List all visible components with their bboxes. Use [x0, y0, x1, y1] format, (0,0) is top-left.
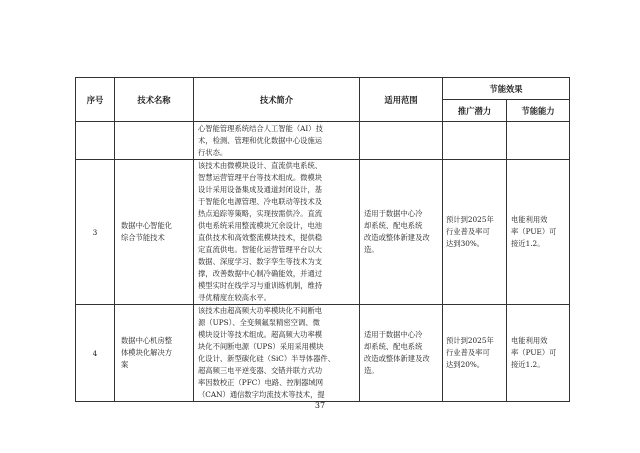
potential-line: 行业普及率可: [446, 348, 490, 357]
cont-potential-cell: [443, 122, 507, 160]
capability-line: 电能利用效: [511, 336, 548, 345]
potential-line: 预计到2025年: [446, 336, 494, 345]
scope-line: 改造或整体新建及改: [364, 233, 430, 242]
intro-line: 块化不间断电源（UPS）采用采用模块: [198, 342, 324, 351]
row-no: 4: [76, 305, 115, 402]
intro-line: 行状态。: [198, 148, 228, 157]
cont-no-cell: [76, 122, 115, 160]
row-capability: [507, 160, 570, 305]
cont-scope-cell: [360, 122, 443, 160]
intro-line: 撑，改善数据中心制冷确能效，并通过: [198, 269, 323, 278]
capability-line: 接近1.2。: [511, 239, 545, 248]
table-row-continuation: [76, 122, 570, 160]
name-line: 数据中心智能化: [121, 221, 173, 230]
potential-line: 达到20%。: [446, 360, 485, 369]
row-intro: [194, 160, 360, 305]
col-header-no: 序号: [76, 78, 115, 122]
row-tech-name: [115, 160, 194, 305]
table-row: [76, 305, 570, 402]
capability-line: 电能利用效: [511, 215, 548, 224]
scope-line: 适用于数据中心冷: [364, 330, 423, 339]
row-no: 3: [76, 160, 115, 305]
col-header-name: 技术名称: [115, 78, 194, 122]
intro-line: 数据、深度学习、数字孪生等技术为支: [198, 257, 323, 266]
name-line: 数据中心机房整: [121, 336, 173, 345]
col-header-scope: 适用范围: [360, 78, 443, 122]
col-header-intro: 技术简介: [194, 78, 360, 122]
intro-line: 寻优精度在较高水平。: [198, 293, 271, 302]
intro-line: 定直流供电。智能化运营管理平台以大: [198, 245, 323, 254]
table-header-row: [76, 78, 570, 100]
cont-capability-cell: [507, 122, 570, 160]
intro-line: 模块设计等技术组成。超高频大功率模: [198, 330, 323, 339]
potential-line: 预计到2025年: [446, 215, 494, 224]
intro-line: （CAN）通信数字均流技术等技术，提: [198, 390, 325, 399]
intro-line: 心智能管理系统结合人工智能（AI）技: [198, 124, 323, 133]
intro-line: 术，检测、管理和优化数据中心设施运: [198, 136, 323, 145]
intro-line: 供电系统采用整流模块冗余设计，电池: [198, 221, 323, 230]
intro-line: 直供技术和高效整流模块技术，提供稳: [198, 233, 323, 242]
potential-line: 达到30%。: [446, 239, 485, 248]
col-header-effect: 节能效果: [443, 78, 570, 100]
intro-line: 热点追踪等策略，实现按需供冷。直流: [198, 209, 323, 218]
name-line: 案: [121, 360, 129, 369]
scope-line: 却系统、配电系统: [364, 221, 423, 230]
name-line: 综合节能技术: [121, 233, 165, 242]
col-header-capability: 节能能力: [507, 100, 570, 122]
intro-line: 该技术由超高频大功率模块化不间断电: [198, 306, 323, 315]
intro-line: 超高频三电平逆变器、交错并联方式功: [198, 366, 323, 375]
energy-technology-table: [75, 77, 570, 402]
intro-line: 模型实时在线学习与重训练机制，维持: [198, 281, 323, 290]
intro-line: 源（UPS）、全变频氟泵精密空调、微: [198, 318, 320, 327]
intro-line: 化设计、新型碳化硅（SiC）半导体器件、: [198, 354, 335, 363]
page-number: 37: [314, 401, 326, 410]
row-scope: [360, 160, 443, 305]
intro-line: 于智能化电源管理、冷电联动等技术及: [198, 197, 323, 206]
scope-line: 适用于数据中心冷: [364, 209, 423, 218]
row-scope: [360, 305, 443, 402]
row-potential: [443, 160, 507, 305]
intro-line: 智慧运营管理平台等技术组成。微模块: [198, 173, 323, 182]
intro-line: 率因数校正（PFC）电路、控制器域网: [198, 378, 324, 387]
row-intro: [194, 305, 360, 402]
row-capability: [507, 305, 570, 402]
name-line: 体模块化解决方: [121, 348, 173, 357]
scope-line: 却系统、配电系统: [364, 342, 423, 351]
capability-line: 率（PUE）可: [511, 227, 557, 236]
potential-line: 行业普及率可: [446, 227, 490, 236]
table-row: [76, 160, 570, 305]
cont-name-cell: [115, 122, 194, 160]
intro-line: 设计采用设备集成及通道封闭设计，基: [198, 185, 323, 194]
capability-line: 接近1.2。: [511, 360, 545, 369]
cont-intro-cell: [194, 122, 360, 160]
scope-line: 改造或整体新建及改: [364, 354, 430, 363]
scope-line: 造。: [364, 366, 379, 375]
intro-line: 该技术由微模块设计、直流供电系统、: [198, 161, 323, 170]
col-header-potential: 推广潜力: [443, 100, 507, 122]
scope-line: 造。: [364, 245, 379, 254]
capability-line: 率（PUE）可: [511, 348, 557, 357]
row-tech-name: [115, 305, 194, 402]
row-potential: [443, 305, 507, 402]
